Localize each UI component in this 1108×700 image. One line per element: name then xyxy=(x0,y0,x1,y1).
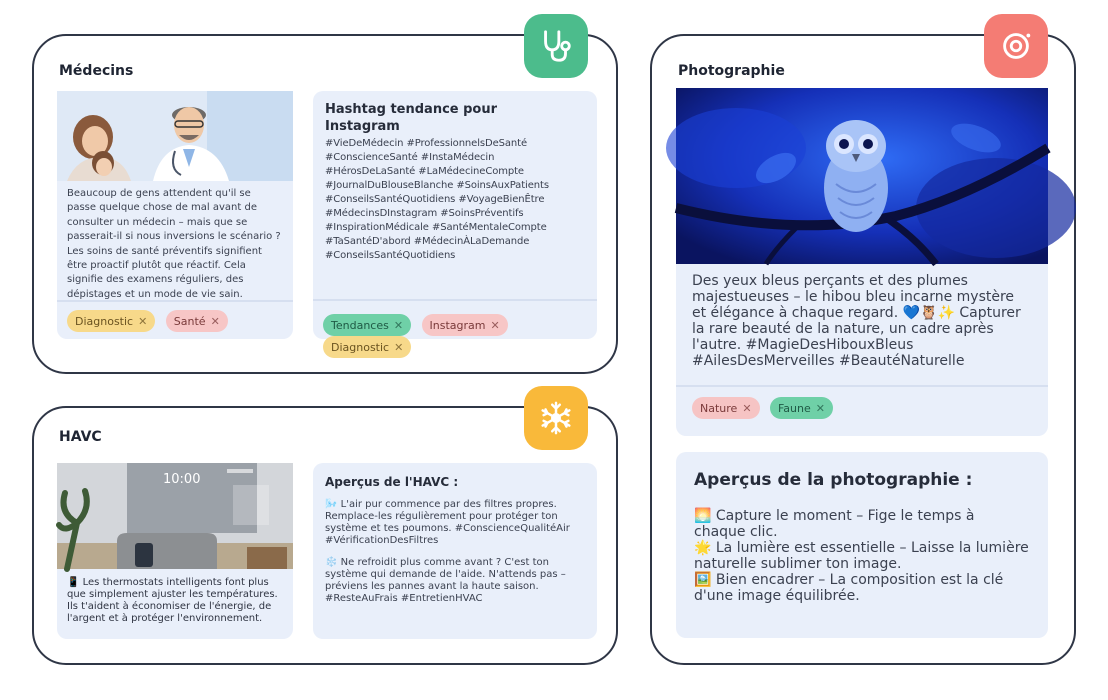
remove-tag-icon[interactable]: ✕ xyxy=(742,401,752,415)
tag-chip[interactable]: Nature ✕ xyxy=(692,397,760,419)
insight-item: 🌅 Capture le moment – Fige le temps à chaque clic. xyxy=(694,508,975,540)
tag-row xyxy=(313,301,597,371)
photo-badge xyxy=(984,14,1048,78)
hashtag-list: #VieDeMédecin #ProfessionnelsDeSanté #ConscienceSanté #InstaMédecin #HérosDeLaSanté #LaMédecineCompte #JournalDuBlouseBlanche #SoinsAuxPatients #ConseilsSantéQuotidiens #VoyageBienÊtre #MédecinsDInstagram #SoinsPréventifs #InspirationMédicale #SantéMentaleCompte #TaSantéD'abord #MédecinÀLaDemande #ConseilsSantéQuotidiens xyxy=(325,138,549,261)
doctor-photo xyxy=(57,91,293,181)
panel-title: HAVC xyxy=(59,429,102,445)
remove-tag-icon[interactable]: ✕ xyxy=(490,318,500,332)
panel-title: Photographie xyxy=(678,63,785,79)
photo-panel xyxy=(650,34,1076,665)
havc-insights-card[interactable] xyxy=(313,463,597,639)
living-room-photo xyxy=(57,463,293,569)
snowflake-fire-icon xyxy=(537,399,575,437)
medecins-panel xyxy=(32,34,618,374)
post-text: 📱 Les thermostats intelligents font plus que simplement ajuster les températures. Ils t'aident à économiser de l'énergie, de l'argent et à protéger l'environnement. xyxy=(67,577,278,624)
remove-tag-icon[interactable]: ✕ xyxy=(138,314,148,328)
hashtag-card[interactable] xyxy=(313,91,597,354)
card-heading: Hashtag tendance pour Instagram xyxy=(325,102,498,134)
insight-paragraph: ❄️ Ne refroidit plus comme avant ? C'est ton système qui demande de l'aide. N'attends pas – préviens les pannes avant la haute saison. #ResteAuFrais #EntretienHVAC xyxy=(325,557,566,604)
tag-chip[interactable]: Diagnostic ✕ xyxy=(323,336,411,358)
insight-item: 🌟 La lumière est essentielle – Laisse la lumière naturelle sublimer ton image. xyxy=(694,540,1029,572)
post-card-doctor[interactable] xyxy=(57,91,293,339)
owl-photo xyxy=(676,88,1048,264)
screen-clock: 10:00 xyxy=(163,472,201,487)
havc-badge xyxy=(524,386,588,450)
tag-row xyxy=(676,387,1048,429)
photo-insights-card[interactable] xyxy=(676,452,1048,638)
stethoscope-icon xyxy=(537,27,575,65)
insight-list xyxy=(676,490,1048,604)
tag-row xyxy=(57,302,293,340)
medecins-badge xyxy=(524,14,588,78)
remove-tag-icon[interactable]: ✕ xyxy=(815,401,825,415)
insight-paragraph: 🌬️ L'air pur commence par des filtres propres. Remplace-les régulièrement pour protéger ton système et tes poumons. #ConscienceQualitéAir #VérificationDesFiltres xyxy=(325,499,570,546)
card-heading: Aperçus de la photographie : xyxy=(694,470,973,490)
card-heading: Aperçus de l'HAVC : xyxy=(325,475,459,489)
post-text: Des yeux bleus perçants et des plumes majestueuses – le hibou bleu incarne mystère et élégance à chaque regard. 💙🦉✨ Capturer la rare beauté de la nature, un cadre après l'autre. #MagieDesHibouxBleus #AilesDesMerveilles #BeautéNaturelle xyxy=(692,273,1021,369)
remove-tag-icon[interactable]: ✕ xyxy=(210,314,220,328)
tag-chip[interactable]: Instagram ✕ xyxy=(422,314,508,336)
post-card-owl[interactable] xyxy=(676,88,1048,436)
tag-chip[interactable]: Santé ✕ xyxy=(166,310,228,332)
post-text: Beaucoup de gens attendent qu'il se passe quelque chose de mal avant de consulter un médecin – mais que se passerait-il si nous inversions le scénario ? Les soins de santé préventifs signifient être proactif plutôt que réactif. Cela signifie des examens réguliers, des dépistages et un mode de vie sain. xyxy=(67,188,281,300)
tag-chip[interactable]: Diagnostic ✕ xyxy=(67,310,155,332)
post-card-thermostat[interactable] xyxy=(57,463,293,639)
remove-tag-icon[interactable]: ✕ xyxy=(393,318,404,332)
tag-chip[interactable]: Tendances ✕ xyxy=(323,314,411,336)
tag-chip[interactable]: Faune ✕ xyxy=(770,397,833,419)
camera-lens-icon xyxy=(997,27,1035,65)
panel-title: Médecins xyxy=(59,63,134,79)
remove-tag-icon[interactable]: ✕ xyxy=(394,340,404,354)
insight-item: 🖼️ Bien encadrer – La composition est la clé d'une image équilibrée. xyxy=(694,572,1004,604)
